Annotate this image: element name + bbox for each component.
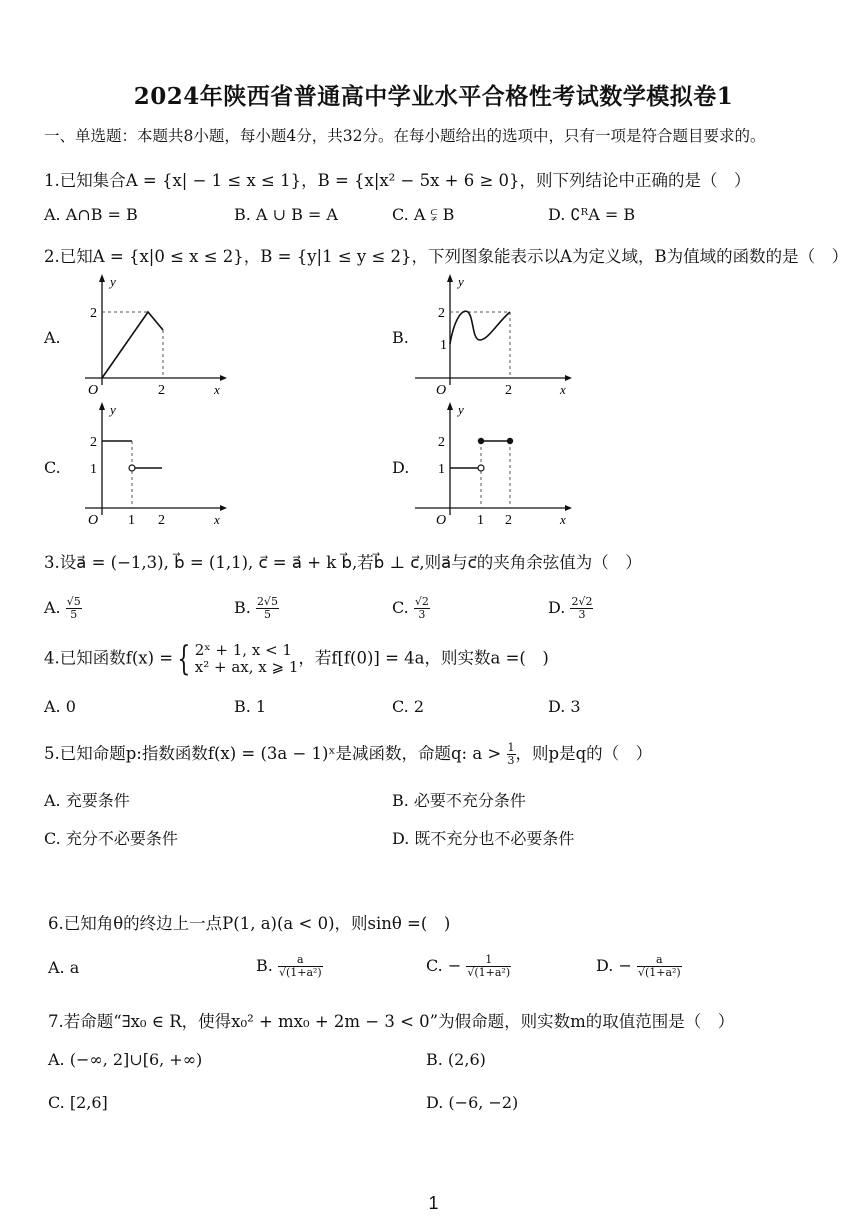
origin-label: O <box>88 383 99 398</box>
minus-sign: − <box>618 956 632 975</box>
q5-option-a[interactable]: A. 充要条件 <box>44 791 130 810</box>
y-axis-arrow <box>99 274 105 282</box>
q7-option-d[interactable]: D. (−6, −2) <box>426 1093 519 1112</box>
graph-b <box>410 270 575 398</box>
question-6-stem: 6.已知角θ的终边上一点P(1, a)(a < 0)，则sinθ =( ) <box>48 914 451 933</box>
piecewise-cases <box>195 642 299 676</box>
numerator: 2√2 <box>571 595 593 608</box>
page-title: 2024年陕西省普通高中学业水平合格性考试数学模拟卷1 <box>133 83 734 110</box>
numerator: √5 <box>66 595 81 608</box>
q6-option-b[interactable] <box>256 954 323 979</box>
fraction <box>507 742 516 767</box>
numerator: √2 <box>414 595 429 608</box>
y-tick-2: 2 <box>90 306 97 321</box>
fraction <box>66 596 82 621</box>
q7-option-a[interactable]: A. (−∞, 2]∪[6, +∞) <box>48 1050 203 1069</box>
q1-option-c[interactable]: C. A ⫋ B <box>392 205 455 224</box>
numerator: 1 <box>466 954 511 967</box>
q4-option-a[interactable]: A. 0 <box>44 697 76 716</box>
brace: { <box>177 639 191 679</box>
closed-point <box>507 438 513 444</box>
x-tick-1: 1 <box>128 513 135 528</box>
q5-option-d[interactable]: D. 既不充分也不必要条件 <box>392 829 575 848</box>
y-tick-2: 2 <box>90 435 97 450</box>
origin-label: O <box>88 513 99 528</box>
graph-c <box>80 400 230 528</box>
x-tick-2: 2 <box>158 383 165 398</box>
x-axis-arrow <box>565 375 572 381</box>
q1-option-a[interactable]: A. A∩B = B <box>44 205 138 224</box>
y-label: y <box>110 274 116 289</box>
y-tick-1: 1 <box>90 462 97 477</box>
q2-label-d[interactable]: D. <box>392 458 410 477</box>
numerator: 2√5 <box>256 595 278 608</box>
option-letter: C. <box>426 956 443 975</box>
y-tick-1: 1 <box>440 338 447 353</box>
x-axis-arrow <box>220 375 227 381</box>
q5-stem-a: 5.已知命题p:指数函数f(x) = (3a − 1)ˣ是减函数，命题q: a > <box>44 744 502 763</box>
q4-option-b[interactable]: B. 1 <box>234 697 267 716</box>
numerator: a <box>278 954 323 967</box>
function-curve <box>102 312 163 378</box>
fraction <box>570 596 593 621</box>
x-tick-2: 2 <box>505 383 512 398</box>
x-tick-2: 2 <box>158 513 165 528</box>
option-letter: A. <box>44 598 61 617</box>
q7-option-b[interactable]: B. (2,6) <box>426 1050 486 1069</box>
y-label: y <box>458 274 464 289</box>
y-axis-arrow <box>447 274 453 282</box>
q4-option-c[interactable]: C. 2 <box>392 697 425 716</box>
y-tick-1: 1 <box>438 462 445 477</box>
fraction <box>414 596 430 621</box>
minus-sign: − <box>447 956 462 975</box>
option-letter: B. <box>234 598 251 617</box>
open-point <box>129 465 135 471</box>
q2-label-a[interactable]: A. <box>44 328 61 347</box>
q3-option-a[interactable] <box>44 596 82 621</box>
q6-option-a[interactable]: A. a <box>48 958 80 977</box>
x-axis-arrow <box>565 505 572 511</box>
denominator: 5 <box>263 608 271 621</box>
graph-a <box>80 270 230 398</box>
y-label: y <box>458 402 464 417</box>
x-label: x <box>214 512 220 527</box>
open-point <box>478 465 484 471</box>
case-1: 2ˣ + 1, x < 1 <box>194 641 292 659</box>
section-heading: 一、单选题：本题共8小题，每小题4分，共32分。在每小题给出的选项中，只有一项是符合题目要求的。 <box>44 127 766 145</box>
denominator: √(1+a²) <box>467 966 511 979</box>
denominator: 5 <box>70 608 78 621</box>
denominator: 3 <box>578 608 586 621</box>
denominator: 3 <box>418 608 426 621</box>
x-label: x <box>560 382 566 397</box>
y-axis-arrow <box>99 402 105 410</box>
denominator: 3 <box>507 754 515 767</box>
numerator: 1 <box>507 741 515 754</box>
q3-option-d[interactable] <box>548 596 593 621</box>
fraction <box>637 954 682 979</box>
case-2: x² + ax, x ⩾ 1 <box>194 658 299 676</box>
origin-label: O <box>436 383 447 398</box>
q1-option-b[interactable]: B. A ∪ B = A <box>234 205 338 224</box>
denominator: √(1+a²) <box>637 966 681 979</box>
q3-option-b[interactable] <box>234 596 279 621</box>
option-letter: C. <box>392 598 409 617</box>
q3-option-c[interactable] <box>392 596 430 621</box>
option-letter: D. <box>548 598 566 617</box>
fraction <box>278 954 323 979</box>
q1-option-d[interactable]: D. ∁ᴿA = B <box>548 205 636 224</box>
question-5-stem <box>44 740 652 767</box>
x-label: x <box>214 382 220 397</box>
q5-option-c[interactable]: C. 充分不必要条件 <box>44 829 178 848</box>
question-3-stem: 3.设a⃗ = (−1,3), b⃗ = (1,1), c⃗ = a⃗ + k b⃗,若b⃗ ⊥ c⃗,则a⃗与c⃗的夹角余弦值为（ ） <box>44 553 642 572</box>
q4-option-d[interactable]: D. 3 <box>548 697 581 716</box>
option-letter: D. <box>596 956 614 975</box>
page-number: 1 <box>428 1193 439 1213</box>
q2-label-c[interactable]: C. <box>44 458 61 477</box>
q5-option-b[interactable]: B. 必要不充分条件 <box>392 791 526 810</box>
q4-suffix: ，若f[f(0)] = 4a，则实数a =( ) <box>298 648 549 668</box>
graph-d <box>410 400 575 528</box>
x-tick-2: 2 <box>505 513 512 528</box>
y-tick-2: 2 <box>438 306 445 321</box>
y-axis-arrow <box>447 402 453 410</box>
q5-stem-b: ，则p是q的（ ） <box>515 744 653 763</box>
q7-option-c[interactable]: C. [2,6] <box>48 1093 108 1112</box>
numerator: a <box>637 954 682 967</box>
question-4-stem <box>44 639 549 679</box>
q4-prefix: 4.已知函数f(x) = <box>44 648 174 668</box>
closed-point <box>478 438 484 444</box>
q6-option-d[interactable] <box>596 954 682 979</box>
fraction <box>466 954 511 979</box>
x-tick-1: 1 <box>477 513 484 528</box>
option-letter: B. <box>256 956 273 975</box>
x-axis-arrow <box>220 505 227 511</box>
function-curve <box>450 311 510 344</box>
question-7-stem: 7.若命题“∃x₀ ∈ R，使得x₀² + mx₀ + 2m − 3 < 0”为假命题，则实数m的取值范围是（ ） <box>48 1012 735 1031</box>
y-tick-2: 2 <box>438 435 445 450</box>
origin-label: O <box>436 513 447 528</box>
q2-label-b[interactable]: B. <box>392 328 409 347</box>
x-label: x <box>560 512 566 527</box>
y-label: y <box>110 402 116 417</box>
denominator: √(1+a²) <box>278 966 322 979</box>
fraction <box>256 596 279 621</box>
question-1-stem: 1.已知集合A = {x| − 1 ≤ x ≤ 1}，B = {x|x² − 5x + 6 ≥ 0}，则下列结论中正确的是（ ） <box>44 171 751 190</box>
question-2-stem: 2.已知A = {x|0 ≤ x ≤ 2}，B = {y|1 ≤ y ≤ 2}，下列图象能表示以A为定义域，B为值域的函数的是（ ） <box>44 247 849 266</box>
q6-option-c[interactable] <box>426 954 511 979</box>
